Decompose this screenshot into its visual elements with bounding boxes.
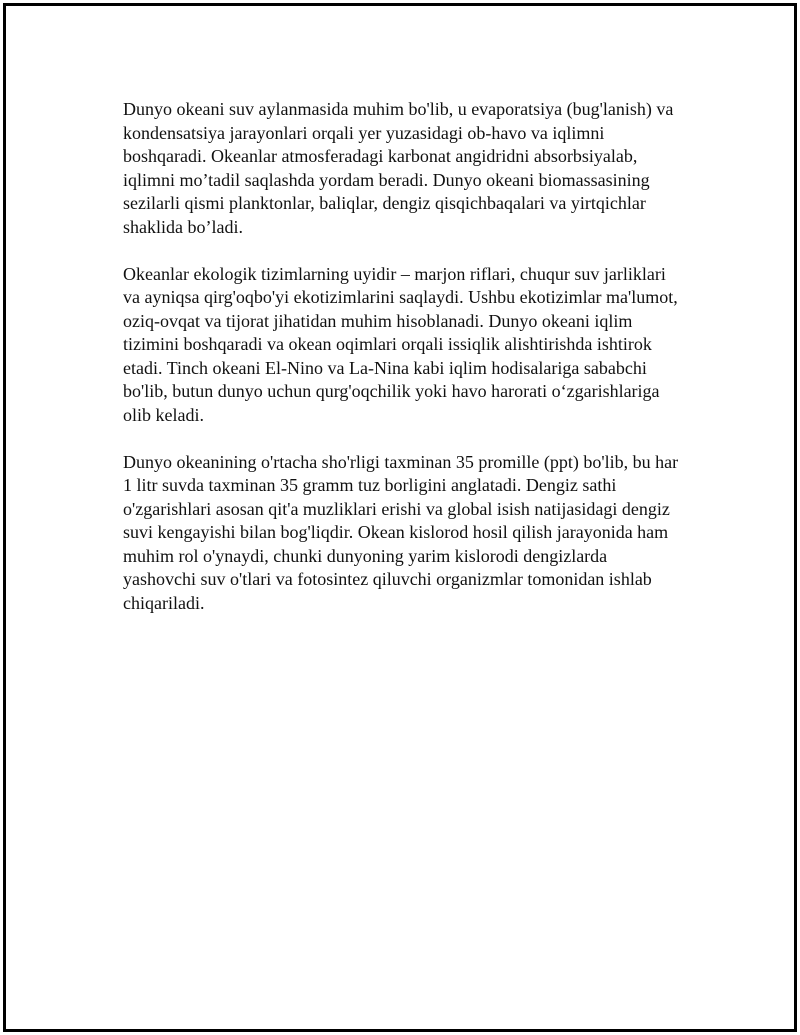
paragraph-ocean-salinity: Dunyo okeanining o'rtacha sho'rligi taxminan 35 promille (ppt) bo'lib, bu har 1 litr suvda taxminan 35 gramm tuz borligini anglatadi. Dengiz sathi o'zgarishlari asosan qit'a muzliklari erishi va global isish natijasidagi dengiz suvi kengayishi bilan bog'liqdir. Okean kislorod hosil qilish jarayonida ham muhim rol o'ynaydi, chunki dunyoning yarim kislorodi dengizlarda yashovchi suv o'tlari va fotosintez qiluvchi organizmlar tomonidan ishlab chiqariladi. — [123, 451, 679, 613]
paragraph-ocean-water-cycle: Dunyo okeani suv aylanmasida muhim bo'lib, u evaporatsiya (bug'lanish) va kondensatsiya jarayonlari orqali yer yuzasidagi ob-havo va iqlimni boshqaradi. Okeanlar atmosferadagi karbonat angidridni absorbsiyalab, iqlimni mo’tadil saqlashda yordam beradi. Dunyo okeani biomassasining sezilarli qismi planktonlar, baliqlar, dengiz qisqichbaqalari va yirtqichlar shaklida bo’ladi. — [123, 99, 674, 237]
paragraph-ocean-ecosystems: Okeanlar ekologik tizimlarning uyidir – marjon riflari, chuqur suv jarliklari va ayniqsa qirg'oqbo'yi ekotizimlarini saqlaydi. Ushbu ekotizimlar ma'lumot, oziq-ovqat va tijorat jihatidan muhim hisoblanadi. Dunyo okeani iqlim tizimini boshqaradi va okean oqimlari orqali issiqlik alishtirishda ishtirok etadi. Tinch okeani El-Nino va La-Nina kabi iqlim hodisalariga sababchi bo'lib, butun dunyo uchun qurg'oqchilik yoki havo harorati o‘zgarishlariga olib keladi. — [123, 263, 678, 425]
document-body — [123, 98, 703, 639]
page-frame — [3, 3, 797, 1032]
